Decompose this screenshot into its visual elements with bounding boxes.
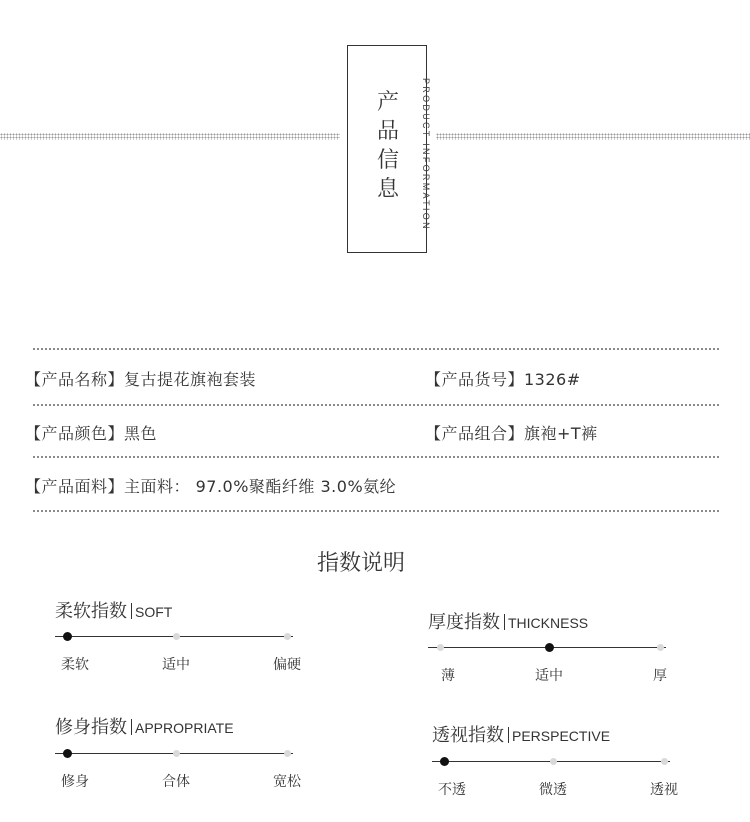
soft-index-label: 偏硬: [273, 657, 301, 673]
header-title: [370, 88, 406, 204]
perspective-index-dot: [550, 758, 557, 765]
perspective-index-label: 透视: [650, 782, 678, 798]
fit-index-dot: [284, 750, 291, 757]
perspective-index-label: 不透: [438, 782, 466, 798]
info-divider: [33, 348, 719, 350]
section-title: 指数说明: [316, 551, 405, 576]
perspective-index-dot-selected: [440, 757, 449, 766]
title-separator: [504, 614, 505, 630]
fit-index-label: 合体: [162, 774, 190, 790]
perspective-index-title-en: PERSPECTIVE: [512, 728, 611, 744]
fit-index-label: 宽松: [273, 774, 301, 790]
info-divider: [33, 456, 719, 458]
thickness-index-dot-selected: [545, 643, 554, 652]
thickness-index-label: 适中: [535, 668, 563, 684]
header-title-char: 产: [376, 90, 399, 115]
perspective-index-title: [432, 721, 610, 747]
soft-index-title: [55, 597, 172, 623]
header-dotted-line-right: [436, 133, 750, 140]
thickness-index-title: [428, 608, 588, 634]
fit-index-label: 修身: [61, 774, 89, 790]
soft-index-label: 柔软: [61, 657, 89, 673]
perspective-index-title-cn: 透视指数: [432, 725, 504, 746]
soft-index-dot: [173, 633, 180, 640]
info-product-name: 【产品名称】复古提花旗袍套装: [25, 370, 257, 389]
fit-index-title-en: APPROPRIATE: [135, 720, 234, 736]
info-fabric: 【产品面料】主面料： 97.0%聚酯纤维 3.0%氨纶: [25, 477, 397, 496]
header-title-char: 信: [376, 148, 399, 173]
title-separator: [131, 603, 132, 619]
header-subtitle: PRODUCT INFORMATION: [421, 78, 431, 231]
header-title-char: 品: [376, 119, 399, 144]
info-color: 【产品颜色】黑色: [25, 424, 158, 443]
title-separator: [131, 719, 132, 735]
fit-index-title: [55, 713, 234, 739]
title-separator: [508, 727, 509, 743]
fit-index-dot: [173, 750, 180, 757]
info-divider: [33, 404, 719, 406]
thickness-index-label: 厚: [653, 668, 667, 684]
info-divider: [33, 510, 719, 512]
fit-index-title-cn: 修身指数: [55, 717, 127, 738]
fit-index-dot-selected: [63, 749, 72, 758]
info-combination: 【产品组合】旗袍+T裤: [425, 424, 598, 443]
perspective-index-label: 微透: [539, 782, 567, 798]
header-dotted-line-left: [0, 133, 340, 140]
thickness-index-dot: [437, 644, 444, 651]
thickness-index-label: 薄: [441, 668, 455, 684]
soft-index-label: 适中: [162, 657, 190, 673]
thickness-index-dot: [657, 644, 664, 651]
perspective-index-dot: [661, 758, 668, 765]
soft-index-title-cn: 柔软指数: [55, 601, 127, 622]
header-title-char: 息: [376, 177, 399, 202]
info-item-number: 【产品货号】1326#: [425, 370, 581, 389]
thickness-index-title-cn: 厚度指数: [428, 612, 500, 633]
soft-index-dot: [284, 633, 291, 640]
soft-index-dot-selected: [63, 632, 72, 641]
soft-index-title-en: SOFT: [135, 604, 173, 620]
thickness-index-title-en: THICKNESS: [508, 615, 589, 631]
